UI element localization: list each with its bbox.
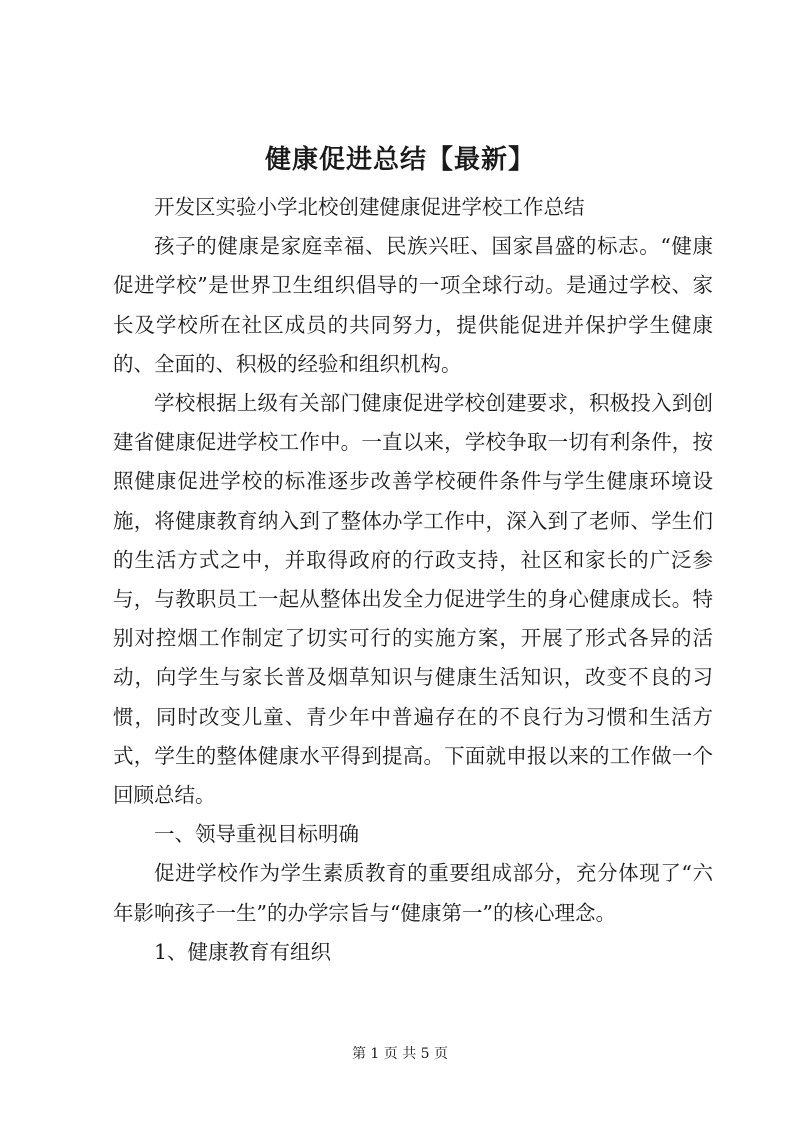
- page-footer: 第 1 页 共 5 页: [351, 1046, 449, 1062]
- subsection-heading-1: 1、健康教育有组织: [154, 939, 332, 964]
- document-body: [113, 188, 713, 972]
- paragraph-intro: 孩子的健康是家庭幸福、民族兴旺、国家昌盛的标志。“健康促进学校”是世界卫生组织倡导的一项全球行动。是通过学校、家长及学校所在社区成员的共同努力，提供能促进并保护学生健康的、全面的、积极的经验和组织机构。: [113, 234, 713, 376]
- paragraph-school-work: 学校根据上级有关部门健康促进学校创建要求，积极投入到创建省健康促进学校工作中。一直以来，学校争取一切有利条件，按照健康促进学校的标准逐步改善学校硬件条件与学生健康环境设施，将健康教育纳入到了整体办学工作中，深入到了老师、学生们的生活方式之中，并取得政府的行政支持，社区和家长的广泛参与，与教职员工一起从整体出发全力促进学生的身心健康成长。特别对控烟工作制定了切实可行的实施方案，开展了形式各异的活动，向学生与家长普及烟草知识与健康生活知识，改变不良的习惯，同时改变儿童、青少年中普遍存在的不良行为习惯和生活方式，学生的整体健康水平得到提高。下面就申报以来的工作做一个回顾总结。: [113, 391, 713, 808]
- paragraph-subtitle: 开发区实验小学北校创建健康促进学校工作总结: [154, 195, 585, 219]
- paragraph-section-1: 促进学校作为学生素质教育的重要组成部分，充分体现了“六年影响孩子一生”的办学宗旨与“健康第一”的核心理念。: [113, 861, 713, 925]
- section-heading-1: 一、领导重视目标明确: [154, 822, 359, 847]
- document-title: 健康促进总结【最新】: [264, 145, 535, 175]
